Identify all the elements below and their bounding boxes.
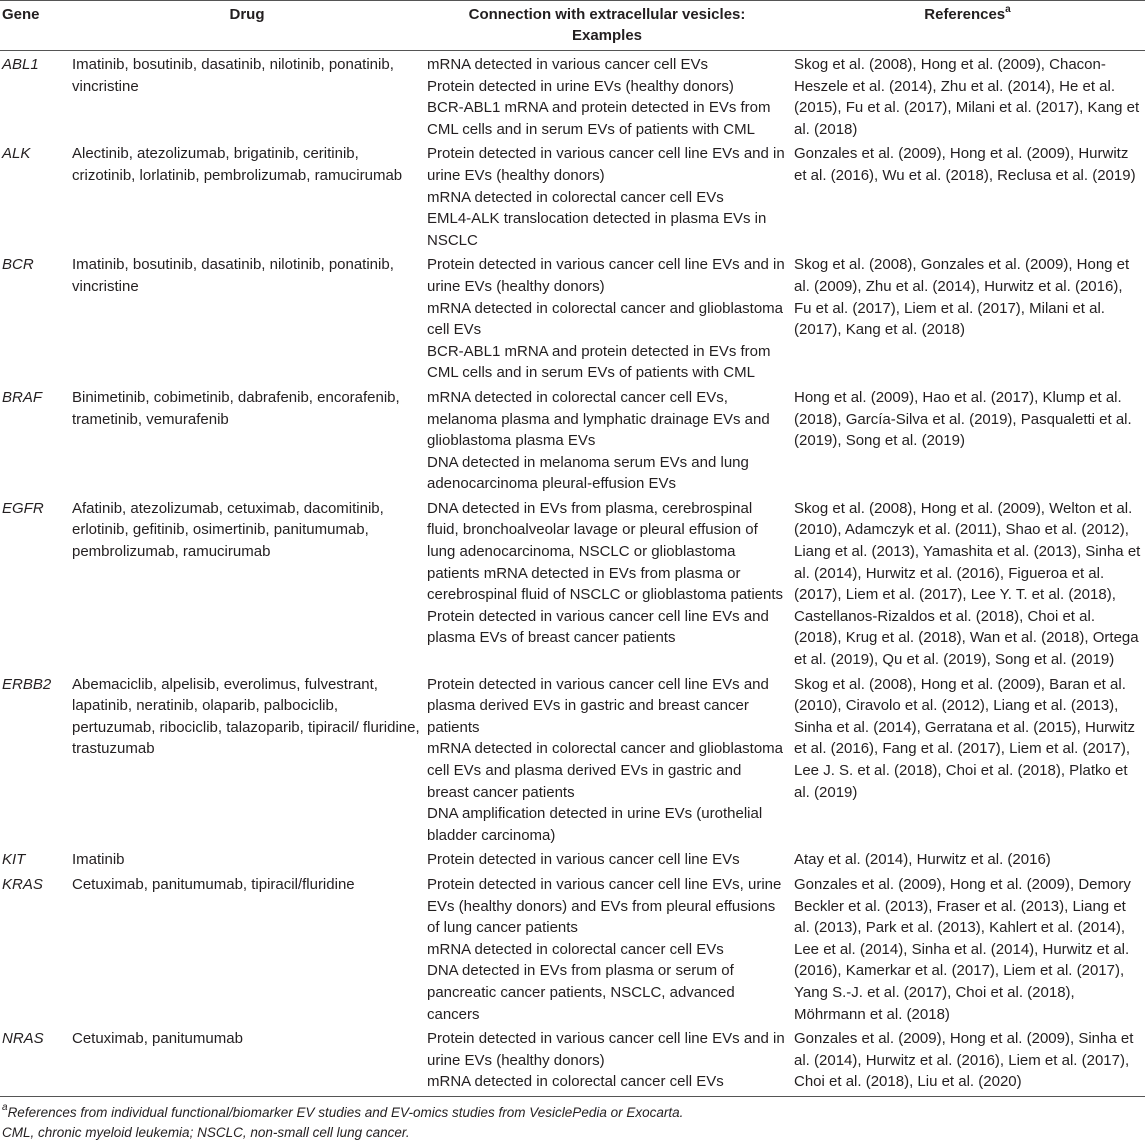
connection-item: mRNA detected in colorectal cancer and glioblastoma cell EVs and plasma derived EVs in gastric and breast cancer patients	[427, 740, 784, 801]
gene-cell: BRAF	[2, 388, 43, 406]
drug-cell: Binimetinib, cobimetinib, dabrafenib, encorafenib, trametinib, vemurafenib	[72, 388, 400, 428]
references-cell: Skog et al. (2008), Hong et al. (2009), Welton et al. (2010), Adamczyk et al. (2011), Shao et al. (2012), Liang et al. (2013), Yamashita et al. (2013), Sinha et al. (2014), Hurwitz et al. (2016), Figueroa et al. (2017), Liem et al. (2017), Lee Y. T. et al. (2018), Castellanos-Rizaldos et al. (2018), Choi et al. (2018), Krug et al. (2018), Wan et al. (2018), Ortega et al. (2019), Qu et al. (2019), Song et al. (2019)	[794, 499, 1141, 669]
header-references-label: References	[924, 6, 1006, 23]
connection-item: Protein detected in various cancer cell line EVs and in urine EVs (healthy donors)	[427, 1030, 785, 1069]
gene-cell: KRAS	[2, 875, 43, 893]
connection-item: mRNA detected in colorectal cancer cell EVs, melanoma plasma and lymphatic drainage EVs and glioblastoma plasma EVs	[427, 388, 770, 450]
footnote-abbreviations: CML, chronic myeloid leukemia; NSCLC, non-small cell lung cancer.	[2, 1124, 410, 1140]
connection-cell	[424, 140, 790, 251]
references-cell: Skog et al. (2008), Hong et al. (2009), Chacon-Heszele et al. (2014), Zhu et al. (2014), He et al. (2015), Fu et al. (2017), Milani et al. (2017), Kang et al. (2018)	[794, 56, 1140, 138]
gene-cell: BCR	[2, 256, 34, 274]
connection-item: mRNA detected in colorectal cancer cell EVs	[427, 188, 724, 206]
drug-cell: Afatinib, atezolizumab, cetuximab, dacomitinib, erlotinib, gefitinib, osimertinib, panitumumab, pembrolizumab, ramucirumab	[72, 499, 384, 561]
connection-item: mRNA detected in colorectal cancer and glioblastoma cell EVs	[427, 299, 784, 339]
table-row	[0, 1025, 1145, 1096]
gene-cell: ABL1	[2, 56, 39, 73]
connection-item: mRNA detected in colorectal cancer cell EVs	[427, 1073, 724, 1091]
gene-cell: KIT	[2, 851, 26, 869]
header-references-sup: a	[1005, 4, 1011, 15]
connection-cell	[424, 251, 790, 384]
connection-cell	[424, 846, 790, 871]
drug-cell: Abemaciclib, alpelisib, everolimus, fulvestrant, lapatinib, neratinib, olaparib, palbociclib, pertuzumab, ribociclib, talazoparib, tipiracil/ fluridine, trastuzumab	[72, 675, 420, 758]
connection-cell	[424, 671, 790, 847]
connection-cell	[424, 1025, 790, 1096]
table-row	[0, 871, 1145, 1025]
drug-cell: Alectinib, atezolizumab, brigatinib, ceritinib, crizotinib, lorlatinib, pembrolizumab, ramucirumab	[72, 145, 403, 184]
connection-item: Protein detected in various cancer cell line EVs and plasma EVs of breast cancer patients	[427, 607, 769, 647]
table-row	[0, 140, 1145, 251]
footnote-a-text: References from individual functional/biomarker EV studies and EV-omics studies from VesiclePedia or Exocarta.	[7, 1104, 684, 1120]
references-cell: Gonzales et al. (2009), Hong et al. (2009), Hurwitz et al. (2016), Wu et al. (2018), Reclusa et al. (2019)	[794, 145, 1136, 184]
connection-item: mRNA detected in colorectal cancer cell EVs	[427, 940, 724, 958]
references-cell: Skog et al. (2008), Hong et al. (2009), Baran et al. (2010), Ciravolo et al. (2012), Liang et al. (2013), Sinha et al. (2014), Gerratana et al. (2015), Hurwitz et al. (2016), Fang et al. (2017), Liem et al. (2017), Lee J. S. et al. (2018), Choi et al. (2018), Platko et al. (2019)	[794, 675, 1136, 801]
gene-cell: EGFR	[2, 499, 44, 517]
gene-cell: NRAS	[0, 1025, 70, 1096]
table-row	[0, 384, 1145, 495]
table-footer	[0, 1097, 1145, 1143]
references-cell: Gonzales et al. (2009), Hong et al. (2009), Demory Beckler et al. (2013), Fraser et al. (2013), Liang et al. (2013), Park et al. (2013), Kahlert et al. (2014), Lee et al. (2014), Sinha et al. (2014), Hurwitz et al. (2016), Kamerkar et al. (2017), Liem et al. (2017), Yang S.-J. et al. (2017), Choi et al. (2018), Möhrmann et al. (2018)	[794, 875, 1131, 1023]
gene-cell: ALK	[2, 145, 31, 163]
connection-cell	[424, 871, 790, 1025]
table-row	[0, 671, 1145, 847]
header-row	[0, 1, 1145, 51]
table-row	[0, 495, 1145, 671]
footnote-a-sup: a	[2, 1102, 8, 1114]
connection-item: Protein detected in urine EVs (healthy donors)	[427, 77, 734, 95]
references-cell: Hong et al. (2009), Hao et al. (2017), Klump et al. (2018), García-Silva et al. (2019), Pasqualetti et al. (2019), Song et al. (2019)	[794, 388, 1132, 450]
gene-cell: ERBB2	[2, 675, 52, 693]
drug-cell: Imatinib	[72, 851, 125, 869]
connection-item: DNA amplification detected in urine EVs (urothelial bladder carcinoma)	[427, 805, 763, 844]
connection-item: Protein detected in various cancer cell line EVs and in urine EVs (healthy donors)	[427, 145, 785, 184]
drug-cell: Imatinib, bosutinib, dasatinib, nilotinib, ponatinib, vincristine	[72, 256, 394, 295]
header-connection: Connection with extracellular vesicles: Examples	[424, 1, 790, 51]
references-cell: Skog et al. (2008), Gonzales et al. (2009), Hong et al. (2009), Zhu et al. (2014), Hurwitz et al. (2016), Fu et al. (2017), Liem et al. (2017), Milani et al. (2017), Kang et al. (2018)	[794, 256, 1130, 339]
connection-item: DNA detected in EVs from plasma, cerebrospinal fluid, bronchoalveolar lavage or pleural effusion of lung adenocarcinoma, NSCLC or glioblastoma patients mRNA detected in EVs from plasma or cerebrospinal fluid of NSCLC or glioblastoma patients	[427, 499, 784, 604]
references-cell: Atay et al. (2014), Hurwitz et al. (2016)	[794, 851, 1051, 869]
connection-item: EML4-ALK translocation detected in plasma EVs in NSCLC	[427, 210, 767, 249]
connection-item: BCR-ABL1 mRNA and protein detected in EVs from CML cells and in serum EVs of patients with CML	[427, 99, 771, 138]
drug-cell: Imatinib, bosutinib, dasatinib, nilotinib, ponatinib, vincristine	[72, 56, 394, 95]
table-row	[0, 51, 1145, 141]
connection-item: Protein detected in various cancer cell line EVs and in urine EVs (healthy donors)	[427, 256, 785, 295]
drug-cell: Cetuximab, panitumumab	[70, 1025, 424, 1096]
connection-item: BCR-ABL1 mRNA and protein detected in EVs from CML cells and in serum EVs of patients with CML	[427, 342, 771, 382]
connection-item: DNA detected in melanoma serum EVs and lung adenocarcinoma pleural-effusion EVs	[427, 453, 749, 493]
connection-item: Protein detected in various cancer cell line EVs, urine EVs (healthy donors) and EVs from pleural effusions of lung cancer patients	[427, 875, 782, 937]
references-cell: Gonzales et al. (2009), Hong et al. (2009), Sinha et al. (2014), Hurwitz et al. (2016), Liem et al. (2017), Choi et al. (2018), Liu et al. (2020)	[790, 1025, 1145, 1096]
table-row	[0, 846, 1145, 871]
connection-cell	[424, 51, 790, 141]
connection-item: Protein detected in various cancer cell line EVs	[427, 851, 740, 869]
table-row	[0, 251, 1145, 384]
header-drug: Drug	[70, 1, 424, 51]
footnote-a	[2, 1103, 1145, 1123]
connection-item: mRNA detected in various cancer cell EVs	[427, 56, 708, 73]
connection-cell	[424, 495, 790, 671]
connection-item: Protein detected in various cancer cell line EVs and plasma derived EVs in gastric and breast cancer patients	[427, 675, 769, 736]
header-gene: Gene	[0, 1, 70, 51]
drug-cell: Cetuximab, panitumumab, tipiracil/fluridine	[72, 875, 355, 893]
header-references	[790, 1, 1145, 51]
connection-cell	[424, 384, 790, 495]
connection-item: DNA detected in EVs from plasma or serum of pancreatic cancer patients, NSCLC, advanced cancers	[427, 962, 735, 1023]
